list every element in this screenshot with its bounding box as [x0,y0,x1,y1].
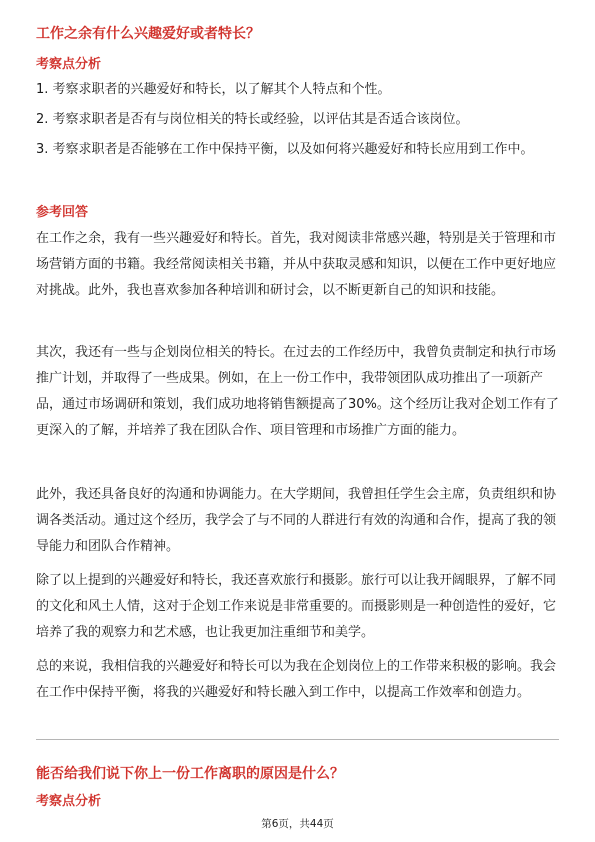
answer-paragraph: 在工作之余，我有一些兴趣爱好和特长。首先，我对阅读非常感兴趣，特别是关于管理和市场营销方面的书籍。我经常阅读相关书籍，并从中获取灵感和知识，以便在工作中更好地应对挑战。此外，我也喜欢参加各种培训和研讨会，以不断更新自己的知识和技能。 [36,231,557,298]
answer-paragraph: 总的来说，我相信我的兴趣爱好和特长可以为我在企划岗位上的工作带来积极的影响。我会在工作中保持平衡，将我的兴趣爱好和特长融入到工作中，以提高工作效率和创造力。 [36,659,557,700]
answer-paragraph: 其次，我还有一些与企划岗位相关的特长。在过去的工作经历中，我曾负责制定和执行市场推广计划，并取得了一些成果。例如，在上一份工作中，我带领团队成功推出了一项新产品，通过市场调研和策划，我们成功地将销售额提高了30%。这个经历让我对企划工作有了更深入的了解，并培养了我在团队合作、项目管理和市场推广方面的能力。 [36,345,559,438]
page-number: 第6页，共44页 [261,818,334,830]
analysis-point: 3. 考察求职者是否能够在工作中保持平衡，以及如何将兴趣爱好和特长应用到工作中。 [36,142,534,157]
analysis-heading: 考察点分析 [36,57,102,72]
answer-paragraph: 此外，我还具备良好的沟通和协调能力。在大学期间，我曾担任学生会主席，负责组织和协调各类活动。通过这个经历，我学会了与不同的人群进行有效的沟通和合作，提高了我的领导能力和团队合作精神。 [36,487,557,554]
section-divider [36,739,559,740]
analysis-point: 1. 考察求职者的兴趣爱好和特长，以了解其个人特点和个性。 [36,82,391,97]
question-title: 工作之余有什么兴趣爱好或者特长？ [36,26,260,42]
analysis-point: 2. 考察求职者是否有与岗位相关的特长或经验，以评估其是否适合该岗位。 [36,112,469,127]
question-title: 能否给我们说下你上一份工作离职的原因是什么？ [36,766,344,782]
analysis-heading: 考察点分析 [36,794,102,809]
answer-heading: 参考回答 [36,205,89,220]
answer-paragraph: 除了以上提到的兴趣爱好和特长，我还喜欢旅行和摄影。旅行可以让我开阔眼界，了解不同的文化和风土人情，这对于企划工作来说是非常重要的。而摄影则是一种创造性的爱好，它培养了我的观察力和艺术感，也让我更加注重细节和美学。 [36,573,557,640]
